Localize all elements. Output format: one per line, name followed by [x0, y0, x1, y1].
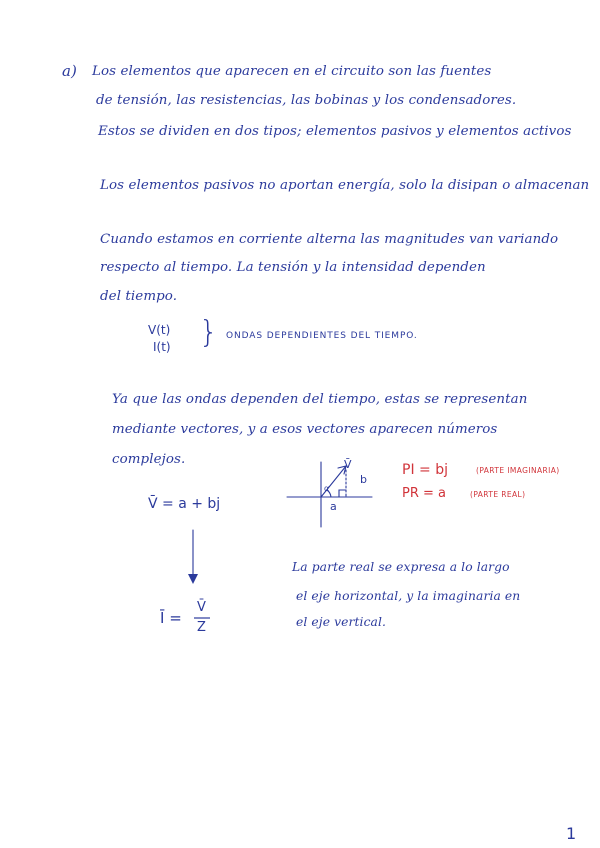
current-equation-lhs: Ī = — [160, 609, 182, 627]
paragraph-1-line-1: Los elementos que aparecen en el circuito son las fuentes — [92, 64, 492, 79]
paragraph-3-line-2: respecto al tiempo. La tensión y la intensidad dependen — [100, 260, 486, 275]
formula-note: ONDAS DEPENDIENTES DEL TIEMPO. — [226, 331, 418, 341]
diagram-label-a: a — [330, 500, 337, 513]
current-equation-numerator: V̄ — [197, 600, 206, 615]
paragraph-4-line-1: Ya que las ondas dependen del tiempo, estas se representan — [112, 392, 528, 407]
diagram-label-b: b — [360, 473, 367, 486]
real-part-note: (PARTE REAL) — [470, 490, 526, 499]
formula-it: I(t) — [153, 340, 171, 354]
imaginary-part-label: PI = bj — [402, 462, 448, 478]
paragraph-5-line-3: el eje vertical. — [296, 615, 387, 629]
brace-symbol: } — [199, 315, 219, 350]
paragraph-1-line-2: de tensión, las resistencias, las bobinas y los condensadores. — [96, 93, 517, 108]
paragraph-5-line-1: La parte real se expresa a lo largo — [292, 560, 510, 574]
formula-vt: V(t) — [148, 323, 171, 337]
diagram-label-alpha: α — [324, 484, 330, 493]
down-arrow-head — [188, 574, 198, 584]
diagram-label-vector: V̄ — [344, 458, 352, 471]
vector-equation: V̄ = a + bj — [148, 496, 221, 512]
real-part-label: PR = a — [402, 486, 446, 501]
paragraph-1-line-3: Estos se dividen en dos tipos; elementos pasivos y elementos activos — [98, 124, 572, 139]
current-equation-denominator: Z — [197, 620, 206, 635]
imaginary-part-note: (PARTE IMAGINARIA) — [476, 466, 560, 475]
paragraph-4-line-3: complejos. — [112, 452, 186, 467]
paragraph-5-line-2: el eje horizontal, y la imaginaria en — [296, 589, 521, 603]
paragraph-2: Los elementos pasivos no aportan energía, solo la disipan o almacenan — [100, 178, 590, 193]
paragraph-3-line-1: Cuando estamos en corriente alterna las magnitudes van variando — [100, 232, 559, 247]
paragraph-3-line-3: del tiempo. — [100, 289, 178, 304]
section-label: a) — [62, 62, 77, 80]
paragraph-4-line-2: mediante vectores, y a esos vectores aparecen números — [112, 422, 498, 437]
right-angle-marker — [339, 490, 346, 497]
page-number: 1 — [566, 824, 577, 843]
